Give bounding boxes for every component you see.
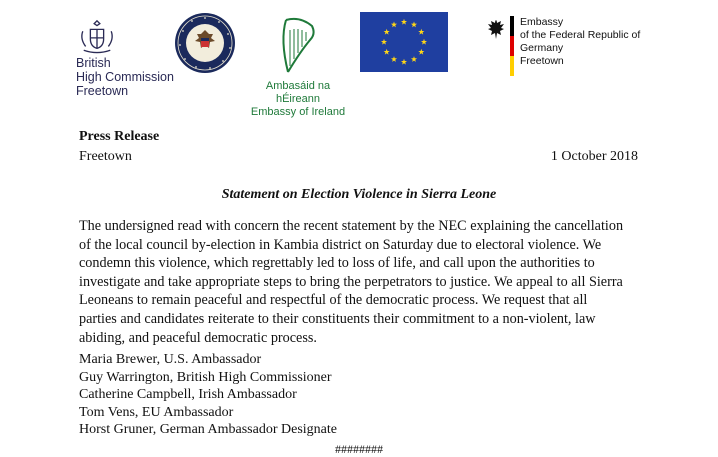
- germany-logo-line-3: Freetown: [520, 55, 564, 67]
- harp-icon: [276, 16, 320, 78]
- uk-logo: [76, 18, 176, 98]
- signatory: Guy Warrington, British High Commissioner: [79, 369, 332, 385]
- us-embassy-seal: [174, 12, 236, 74]
- eu-flag-icon: [360, 12, 448, 72]
- uk-logo-text: [76, 56, 174, 98]
- signatory: Maria Brewer, U.S. Ambassador: [79, 352, 262, 367]
- signatory: Horst Gruner, German Ambassador Designate: [79, 422, 337, 438]
- germany-logo-line-2: of the Federal Republic of Germany: [520, 29, 641, 54]
- signatory: Tom Vens, EU Ambassador: [79, 404, 234, 420]
- signatories-list: [79, 351, 337, 439]
- release-date: 1 October 2018: [550, 149, 638, 164]
- body-line: investigate and take appropriate steps to bring the perpetrators to justice. We appeal to all Sierra: [79, 273, 623, 290]
- location: Freetown: [79, 149, 132, 164]
- press-release-label: Press Release: [79, 129, 160, 144]
- ireland-logo-line-2: Embassy of Ireland: [250, 106, 346, 118]
- eu-flag: [360, 12, 448, 72]
- ireland-logo: [248, 16, 358, 118]
- german-flag-bar: [510, 16, 514, 76]
- uk-logo-line-3: Freetown: [76, 84, 129, 98]
- federal-eagle-icon: [484, 18, 506, 42]
- germany-logo-text: [520, 16, 684, 68]
- germany-logo-line-1: Embassy: [520, 16, 564, 28]
- end-mark: ########: [335, 442, 383, 456]
- body-line: The undersigned read with concern the recent statement by the NEC explaining the cancellation: [79, 218, 624, 234]
- us-seal-icon: [174, 12, 236, 74]
- signatory: Catherine Campbell, Irish Ambassador: [79, 387, 297, 403]
- uk-logo-line-1: British: [76, 56, 111, 70]
- germany-logo: [484, 14, 684, 76]
- body-line: condemn this violence, which regrettably led to loss of life, and call upon the authorities to: [79, 255, 595, 272]
- statement-headline: Statement on Election Violence in Sierra Leone: [221, 187, 497, 202]
- body-line: abiding, and peaceful democratic process.: [79, 329, 317, 346]
- body-line: of the local council by-election in Kambia district on Saturday due to electoral violence. We: [79, 236, 602, 253]
- body-line: Leoneans to remain peaceful and respectful of the democratic process. We request that all: [79, 292, 588, 309]
- uk-logo-line-2: High Commission: [76, 70, 174, 84]
- ireland-logo-text: [248, 80, 348, 119]
- statement-body: [79, 217, 649, 347]
- ireland-logo-line-1: Ambasáid na hÉireann: [265, 80, 331, 105]
- royal-coat-of-arms-icon: [78, 18, 116, 54]
- body-line: parties and candidates reiterate to their constituents their commitment to a non-violent, law: [79, 310, 596, 327]
